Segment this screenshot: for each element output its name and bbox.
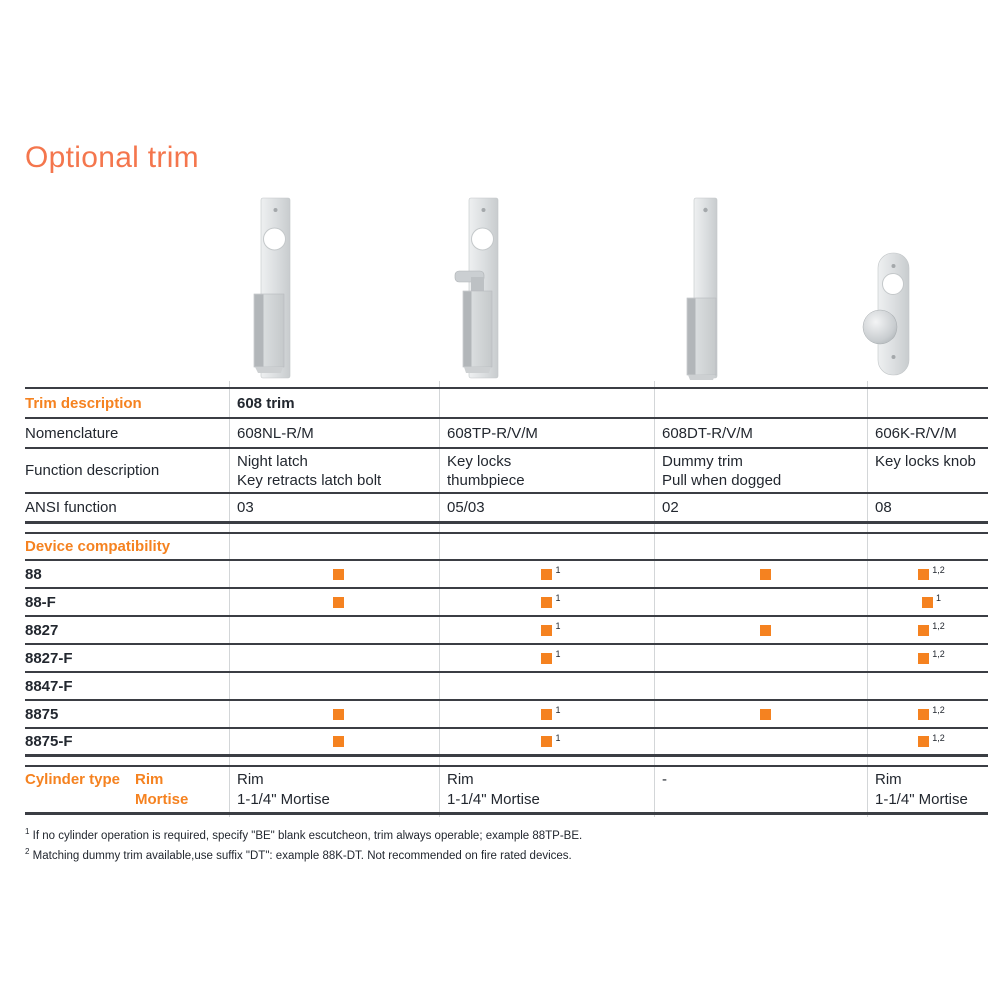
cylinder-cell — [655, 767, 868, 812]
screw-icon — [274, 208, 278, 212]
spec-cell — [440, 419, 655, 447]
compat-square-icon — [760, 569, 771, 580]
cell-line: thumbpiece — [447, 472, 525, 489]
compat-cell — [440, 701, 655, 727]
spec-cell — [655, 494, 868, 521]
spec-cell — [868, 449, 988, 492]
footnote-marker: 2 — [25, 846, 30, 856]
compat-square-icon — [918, 569, 929, 580]
cell-line: Rim — [237, 771, 264, 788]
compat-row — [25, 701, 988, 729]
screw-icon — [892, 264, 896, 268]
compat-square-icon — [918, 736, 929, 747]
trim-spec-section — [25, 387, 988, 524]
cell-line: Night latch — [237, 453, 308, 470]
compat-cell — [868, 561, 988, 587]
spec-cell — [655, 419, 868, 447]
row-label: Nomenclature — [25, 424, 119, 442]
compat-square-icon — [760, 625, 771, 636]
cell-line: Dummy trim — [662, 453, 743, 470]
compat-cell — [655, 673, 868, 699]
cylinder-sub-label-rim: Rim — [135, 771, 164, 788]
spec-cell — [440, 494, 655, 521]
compat-cell — [655, 561, 868, 587]
footnote: $^1$ If no cylinder operation is required, specify "BE" blank escutcheon, trim always operable; example 88TP-BE. — [25, 827, 583, 842]
cylinder-type-section — [25, 765, 988, 815]
compat-row — [25, 673, 988, 701]
compat-cell — [868, 645, 988, 671]
compat-square-icon — [541, 653, 552, 664]
compat-square-icon — [918, 625, 929, 636]
compat-cell — [230, 617, 440, 643]
footnote: $^2$ Matching dummy trim available,use suffix "DT": example 88K-DT. Not recommended on fire rated devices. — [25, 846, 572, 862]
cylinder-hole — [883, 274, 904, 295]
cylinder-hole — [264, 228, 286, 250]
cell-line: 608TP-R/V/M — [447, 424, 538, 442]
spec-cell — [230, 419, 440, 447]
device-label: 8827-F — [25, 649, 73, 667]
cylinder-hole — [472, 228, 494, 250]
spec-cell — [440, 449, 655, 492]
compat-square-icon — [541, 569, 552, 580]
device-compatibility-section — [25, 532, 988, 757]
trim-608tp-illustration — [452, 197, 516, 383]
compat-square-icon — [760, 709, 771, 720]
compat-cell — [230, 701, 440, 727]
spec-cell — [230, 449, 440, 492]
cell-line: Key locks — [447, 453, 512, 470]
compat-square-icon — [333, 569, 344, 580]
cylinder-cell — [230, 767, 440, 812]
screw-icon — [482, 208, 486, 212]
cell-line: 1-1/4" Mortise — [237, 791, 330, 808]
row-label: ANSI function — [25, 499, 117, 516]
knob — [863, 310, 897, 344]
compat-cell — [440, 673, 655, 699]
table-row — [25, 419, 988, 449]
compat-row — [25, 617, 988, 645]
compat-cell — [868, 673, 988, 699]
compat-cell — [655, 617, 868, 643]
compat-footnote-ref: 1 — [555, 705, 561, 715]
spec-rows — [25, 419, 988, 524]
trim-description-label: Trim description — [25, 394, 142, 412]
trim-description-value: 608 trim — [237, 394, 295, 412]
compat-cell — [655, 729, 868, 754]
compat-cell — [230, 673, 440, 699]
compat-footnote-ref: 1 — [555, 732, 561, 743]
footnote-marker: 1 — [25, 827, 30, 836]
cell-line: 1-1/4" Mortise — [875, 791, 968, 808]
trim-table — [25, 387, 988, 823]
cell-line: 608NL-R/M — [237, 424, 314, 442]
compat-footnote-ref: 1 — [555, 621, 561, 631]
cell-line: Rim — [447, 771, 474, 788]
trim-608nl-illustration — [246, 197, 310, 383]
footnotes — [25, 824, 970, 862]
trim-608dt-illustration — [676, 197, 740, 383]
compat-cell — [868, 729, 988, 754]
compat-cell — [655, 589, 868, 615]
compat-cell — [230, 561, 440, 587]
compat-footnote-ref: 1,2 — [932, 621, 945, 631]
compat-square-icon — [541, 625, 552, 636]
device-label: 8875 — [25, 705, 59, 723]
device-compatibility-header-row — [25, 534, 988, 561]
cylinder-cell — [868, 767, 988, 812]
spec-cell — [230, 494, 440, 521]
compat-square-icon — [333, 709, 344, 720]
compat-footnote-ref: 1 — [555, 649, 561, 659]
device-label: 8827 — [25, 621, 59, 639]
cell-line: 02 — [662, 499, 679, 516]
device-label: 8847-F — [25, 677, 73, 695]
device-label: 8875-F — [25, 733, 73, 750]
compat-row — [25, 561, 988, 589]
compat-cell — [868, 701, 988, 727]
compat-square-icon — [918, 709, 929, 720]
compat-cell — [230, 729, 440, 754]
compat-cell — [440, 589, 655, 615]
cell-line: 608DT-R/V/M — [662, 424, 753, 442]
cell-line: 03 — [237, 499, 254, 516]
compat-row — [25, 729, 988, 757]
cell-line: - — [662, 771, 667, 788]
compat-cell — [230, 645, 440, 671]
cell-line: Rim — [875, 771, 902, 788]
cylinder-sub-label-mortise: Mortise — [135, 791, 189, 808]
screw-icon — [703, 208, 707, 212]
cell-line: 606K-R/V/M — [875, 424, 957, 442]
compat-cell — [440, 729, 655, 754]
compat-rows — [25, 561, 988, 757]
cell-line: 05/03 — [447, 499, 485, 516]
spec-cell — [868, 419, 988, 447]
compat-cell — [868, 617, 988, 643]
compat-footnote-ref: 1,2 — [932, 565, 945, 575]
compat-square-icon — [541, 709, 552, 720]
compat-square-icon — [541, 736, 552, 747]
cell-line: Key retracts latch bolt — [237, 472, 382, 489]
compat-row — [25, 645, 988, 673]
compat-footnote-ref: 1,2 — [932, 705, 945, 715]
compat-footnote-ref: 1 — [555, 593, 561, 603]
compat-footnote-ref: 1,2 — [932, 649, 945, 659]
spec-cell — [868, 494, 988, 521]
cylinder-type-label: Cylinder type — [25, 771, 121, 788]
cell-line: 08 — [875, 499, 892, 516]
cell-line: Key locks knob — [875, 453, 976, 470]
cylinder-type-label-cell — [25, 767, 230, 812]
trim-606k-illustration — [856, 251, 920, 379]
table-row — [25, 494, 988, 524]
compat-square-icon — [333, 736, 344, 747]
cell-line: Pull when dogged — [662, 472, 782, 489]
table-row — [25, 449, 988, 494]
device-compatibility-header: Device compatibility — [25, 538, 171, 555]
compat-cell — [440, 561, 655, 587]
cell-line: 1-1/4" Mortise — [447, 791, 540, 808]
cylinder-type-row — [25, 767, 988, 815]
compat-footnote-ref: 1,2 — [932, 732, 945, 743]
device-label: 88 — [25, 565, 42, 583]
screw-icon — [892, 355, 896, 359]
compat-footnote-ref: 1 — [935, 593, 941, 603]
spec-cell — [655, 449, 868, 492]
compat-cell — [655, 701, 868, 727]
compat-cell — [230, 589, 440, 615]
trim-description-row — [25, 389, 988, 419]
compat-cell — [440, 645, 655, 671]
compat-row — [25, 589, 988, 617]
compat-cell — [440, 617, 655, 643]
compat-cell — [868, 589, 988, 615]
cylinder-cell — [440, 767, 655, 812]
compat-cell — [655, 645, 868, 671]
compat-square-icon — [918, 653, 929, 664]
row-label: Function description — [25, 462, 160, 479]
compat-square-icon — [541, 597, 552, 608]
device-label: 88-F — [25, 593, 56, 611]
compat-footnote-ref: 1 — [555, 565, 561, 575]
compat-square-icon — [922, 597, 933, 608]
page-title: Optional trim — [25, 141, 199, 174]
compat-square-icon — [333, 597, 344, 608]
